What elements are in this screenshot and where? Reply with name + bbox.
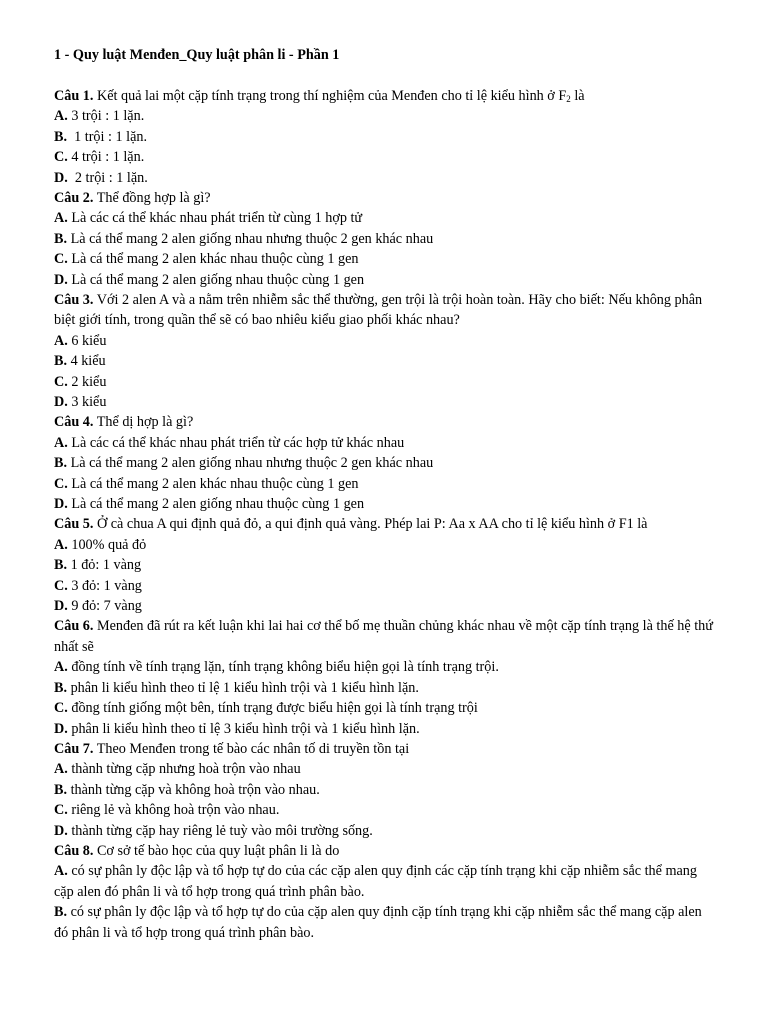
question-number: Câu 7. [54, 740, 94, 757]
option-letter: D. [54, 271, 68, 288]
option-letter: D. [54, 598, 68, 615]
question-8 [54, 841, 716, 943]
option-text: riêng lẻ và không hoà trộn vào nhau. [67, 802, 280, 819]
answer-option [54, 453, 716, 473]
option-letter: B. [54, 455, 68, 472]
option-letter: B. [54, 904, 68, 921]
option-text: thành từng cặp và không hoà trộn vào nhau. [67, 781, 320, 798]
option-letter: A. [54, 761, 68, 778]
option-text: Là cá thể mang 2 alen giống nhau nhưng thuộc 2 gen khác nhau [67, 455, 434, 472]
question-stem [54, 188, 716, 208]
question-number: Câu 6. [54, 618, 94, 635]
question-list [54, 86, 716, 943]
option-text: 2 trội : 1 lặn. [67, 169, 148, 186]
answer-option [54, 208, 716, 228]
option-text: 4 trội : 1 lặn. [67, 149, 145, 166]
option-text: 6 kiểu [67, 332, 107, 349]
question-stem [54, 290, 716, 331]
option-letter: D. [54, 169, 68, 186]
option-text: 1 trội : 1 lặn. [67, 128, 148, 145]
option-letter: C. [54, 802, 68, 819]
option-text: phân li kiểu hình theo tỉ lệ 3 kiểu hình trội và 1 kiểu hình lặn. [67, 720, 420, 737]
option-letter: A. [54, 659, 68, 676]
option-letter: A. [54, 210, 68, 227]
question-number: Câu 3. [54, 291, 94, 308]
option-letter: B. [54, 679, 68, 696]
question-text: Thể đồng hợp là gì? [93, 189, 211, 206]
answer-option [54, 555, 716, 575]
question-stem [54, 514, 716, 534]
answer-option [54, 351, 716, 371]
option-letter: C. [54, 475, 68, 492]
option-text: đồng tính về tính trạng lặn, tính trạng không biểu hiện gọi là tính trạng trội. [67, 659, 499, 676]
option-letter: C. [54, 149, 68, 166]
answer-option [54, 229, 716, 249]
option-letter: C. [54, 700, 68, 717]
option-letter: A. [54, 863, 68, 880]
option-text: 3 đỏ: 1 vàng [67, 577, 142, 594]
option-letter: C. [54, 373, 68, 390]
answer-option [54, 719, 716, 739]
option-letter: D. [54, 720, 68, 737]
option-letter: B. [54, 128, 68, 145]
answer-option [54, 474, 716, 494]
option-text: 4 kiểu [67, 353, 106, 370]
option-text: thành từng cặp hay riêng lẻ tuỳ vào môi trường sống. [67, 822, 373, 839]
option-text: 3 trội : 1 lặn. [67, 108, 145, 125]
option-text: 3 kiểu [67, 394, 107, 410]
option-text: Là cá thể mang 2 alen giống nhau thuộc cùng 1 gen [67, 271, 365, 288]
question-2 [54, 188, 716, 290]
option-text: đồng tính giống một bên, tính trạng được biểu hiện gọi là tính trạng trội [67, 700, 478, 717]
question-text-end: là [570, 87, 585, 104]
answer-option [54, 249, 716, 269]
question-text: Kết quả lai một cặp tính trạng trong thí nghiệm của Menđen cho tỉ lệ kiểu hình ở F [93, 87, 567, 104]
option-letter: D. [54, 394, 68, 410]
option-text: 2 kiểu [67, 373, 107, 390]
answer-option [54, 759, 716, 779]
option-letter: D. [54, 496, 68, 513]
question-text: Với 2 alen A và a nằm trên nhiễm sắc thể thường, gen trội là trội hoàn toàn. Hãy cho biết: Nếu không phân biệt giới tính, trong quần thể sẽ có bao nhiêu kiểu giao phối khác nhau? [54, 291, 703, 329]
question-text: Thể dị hợp là gì? [93, 414, 194, 431]
answer-option [54, 657, 716, 677]
answer-option [54, 821, 716, 841]
question-3 [54, 290, 716, 412]
question-4 [54, 412, 716, 514]
question-5 [54, 514, 716, 616]
question-number: Câu 8. [54, 842, 94, 859]
answer-option [54, 902, 716, 943]
option-letter: D. [54, 822, 68, 839]
document-title: 1 - Quy luật Menđen_Quy luật phân li - Phần 1 [54, 47, 340, 63]
option-text: Là cá thể mang 2 alen giống nhau thuộc cùng 1 gen [67, 496, 365, 513]
answer-option [54, 678, 716, 698]
question-stem [54, 841, 716, 861]
option-letter: B. [54, 353, 68, 370]
answer-option [54, 127, 716, 147]
question-6 [54, 616, 716, 738]
question-stem [54, 86, 716, 106]
question-1 [54, 86, 716, 188]
answer-option [54, 270, 716, 290]
option-text: có sự phân ly độc lập và tổ hợp tự do của cặp alen quy định cặp tính trạng khi cặp nhiễm sắc thể mang cặp alen đó phân li và tổ hợp trong quá trình phân bào. [54, 904, 706, 941]
answer-option [54, 494, 716, 514]
answer-option [54, 861, 716, 902]
question-text: Menđen đã rút ra kết luận khi lai hai cơ thể bố mẹ thuần chủng khác nhau về một cặp tính trạng là thế hệ thứ nhất sẽ [54, 618, 713, 655]
question-number: Câu 5. [54, 516, 94, 533]
option-letter: A. [54, 536, 68, 553]
answer-option [54, 698, 716, 718]
document-page [54, 45, 716, 943]
question-number: Câu 4. [54, 414, 94, 431]
answer-option [54, 147, 716, 167]
option-letter: C. [54, 577, 68, 594]
option-text: Là cá thể mang 2 alen giống nhau nhưng thuộc 2 gen khác nhau [67, 230, 434, 247]
option-text: Là cá thể mang 2 alen khác nhau thuộc cùng 1 gen [67, 475, 359, 492]
option-letter: C. [54, 251, 68, 268]
question-number: Câu 2. [54, 189, 94, 206]
question-number: Câu 1. [54, 87, 94, 104]
option-text: 9 đỏ: 7 vàng [67, 598, 142, 615]
answer-option [54, 596, 716, 616]
option-letter: A. [54, 434, 68, 451]
question-7 [54, 739, 716, 841]
question-text: Cơ sở tế bào học của quy luật phân li là do [93, 842, 340, 859]
answer-option [54, 392, 716, 412]
option-text: Là các cá thể khác nhau phát triển từ các hợp tử khác nhau [67, 434, 405, 451]
option-letter: A. [54, 332, 68, 349]
answer-option [54, 535, 716, 555]
answer-option [54, 800, 716, 820]
answer-option [54, 168, 716, 188]
option-letter: B. [54, 557, 68, 574]
answer-option [54, 576, 716, 596]
option-letter: B. [54, 781, 68, 798]
option-text: phân li kiểu hình theo tỉ lệ 1 kiểu hình trội và 1 kiểu hình lặn. [67, 679, 419, 696]
answer-option [54, 780, 716, 800]
option-letter: A. [54, 108, 68, 125]
question-text: Ở cà chua A qui định quả đỏ, a qui định quả vàng. Phép lai P: Aa x AA cho tỉ lệ kiểu hình ở F1 là [93, 516, 648, 533]
option-text: Là các cá thể khác nhau phát triển từ cùng 1 hợp tử [67, 210, 363, 227]
question-stem [54, 739, 716, 759]
option-text: Là cá thể mang 2 alen khác nhau thuộc cùng 1 gen [67, 251, 359, 268]
subscript: 2 [566, 93, 571, 104]
option-text: thành từng cặp nhưng hoà trộn vào nhau [67, 761, 301, 778]
answer-option [54, 372, 716, 392]
answer-option [54, 433, 716, 453]
option-text: 100% quả đỏ [67, 536, 147, 553]
answer-option [54, 106, 716, 126]
question-text: Theo Menđen trong tế bào các nhân tố di truyền tồn tại [93, 740, 410, 757]
question-stem [54, 412, 716, 432]
option-letter: B. [54, 230, 68, 247]
option-text: có sự phân ly độc lập và tổ hợp tự do của các cặp alen quy định các cặp tính trạng khi cặp nhiễm sắc thể mang cặp alen đó phân li và tổ hợp trong quá trình phân bào. [54, 863, 701, 900]
answer-option [54, 331, 716, 351]
option-text: 1 đỏ: 1 vàng [67, 557, 142, 574]
question-stem [54, 616, 716, 657]
